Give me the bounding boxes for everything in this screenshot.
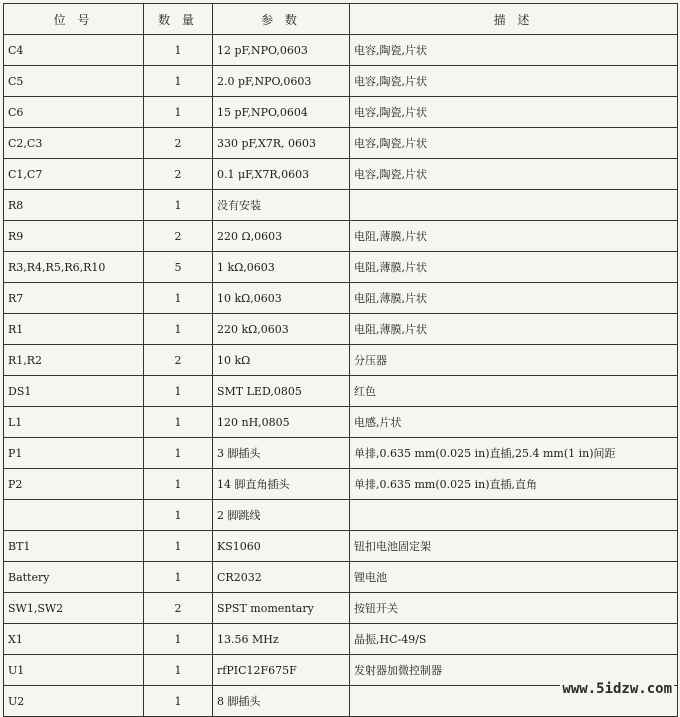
cell-param: 10 kΩ (213, 345, 350, 376)
cell-param: 1 kΩ,0603 (213, 252, 350, 283)
header-ref: 位 号 (4, 4, 144, 35)
cell-ref: X1 (4, 624, 144, 655)
cell-qty: 1 (144, 35, 213, 66)
cell-param: 120 nH,0805 (213, 407, 350, 438)
cell-ref: C2,C3 (4, 128, 144, 159)
cell-param: 10 kΩ,0603 (213, 283, 350, 314)
cell-qty: 2 (144, 593, 213, 624)
table-header (4, 4, 678, 35)
cell-ref: U1 (4, 655, 144, 686)
table-row (4, 159, 678, 190)
bom-table (3, 3, 678, 717)
table-row (4, 376, 678, 407)
cell-qty: 1 (144, 624, 213, 655)
table-row (4, 469, 678, 500)
cell-param: 220 kΩ,0603 (213, 314, 350, 345)
cell-qty: 5 (144, 252, 213, 283)
cell-param: 0.1 μF,X7R,0603 (213, 159, 350, 190)
cell-desc: 电感,片状 (350, 407, 678, 438)
table-row (4, 562, 678, 593)
cell-ref: R9 (4, 221, 144, 252)
cell-ref: P2 (4, 469, 144, 500)
cell-qty: 1 (144, 283, 213, 314)
cell-param: 没有安装 (213, 190, 350, 221)
cell-ref: U2 (4, 686, 144, 717)
cell-param: 12 pF,NPO,0603 (213, 35, 350, 66)
header-row (4, 4, 678, 35)
cell-param: rfPIC12F675F (213, 655, 350, 686)
cell-qty: 1 (144, 66, 213, 97)
table-row (4, 97, 678, 128)
cell-qty: 1 (144, 190, 213, 221)
cell-desc: 电阻,薄膜,片状 (350, 252, 678, 283)
cell-qty: 2 (144, 345, 213, 376)
cell-param: SPST momentary (213, 593, 350, 624)
table-row (4, 407, 678, 438)
header-param: 参 数 (213, 4, 350, 35)
cell-qty: 1 (144, 97, 213, 128)
cell-desc: 发射器加微控制器 (350, 655, 678, 686)
table-body (4, 35, 678, 717)
table-row (4, 314, 678, 345)
cell-param: 3 脚插头 (213, 438, 350, 469)
cell-desc: 分压器 (350, 345, 678, 376)
cell-desc: 锂电池 (350, 562, 678, 593)
table-row (4, 531, 678, 562)
cell-desc: 钮扣电池固定架 (350, 531, 678, 562)
cell-ref: C1,C7 (4, 159, 144, 190)
table-row (4, 283, 678, 314)
cell-qty: 1 (144, 686, 213, 717)
cell-qty: 2 (144, 221, 213, 252)
header-qty: 数 量 (144, 4, 213, 35)
cell-ref: C5 (4, 66, 144, 97)
cell-desc: 电阻,薄膜,片状 (350, 283, 678, 314)
cell-ref: R3,R4,R5,R6,R10 (4, 252, 144, 283)
cell-param: CR2032 (213, 562, 350, 593)
table-row (4, 221, 678, 252)
cell-desc: 电容,陶瓷,片状 (350, 97, 678, 128)
cell-param: 2 脚跳线 (213, 500, 350, 531)
cell-qty: 1 (144, 376, 213, 407)
cell-param: SMT LED,0805 (213, 376, 350, 407)
cell-ref: DS1 (4, 376, 144, 407)
cell-desc (350, 190, 678, 221)
cell-ref: SW1,SW2 (4, 593, 144, 624)
table-row (4, 35, 678, 66)
cell-param: 330 pF,X7R, 0603 (213, 128, 350, 159)
table-row (4, 190, 678, 221)
cell-ref: L1 (4, 407, 144, 438)
cell-ref: P1 (4, 438, 144, 469)
table-row (4, 438, 678, 469)
cell-qty: 2 (144, 128, 213, 159)
cell-param: 15 pF,NPO,0604 (213, 97, 350, 128)
cell-param: 8 脚插头 (213, 686, 350, 717)
cell-ref: R8 (4, 190, 144, 221)
cell-qty: 1 (144, 562, 213, 593)
cell-param: 13.56 MHz (213, 624, 350, 655)
cell-desc: 电容,陶瓷,片状 (350, 66, 678, 97)
cell-desc: 电容,陶瓷,片状 (350, 159, 678, 190)
watermark-text: www.5idzw.com (562, 681, 672, 697)
cell-param: 14 脚直角插头 (213, 469, 350, 500)
cell-desc: 电容,陶瓷,片状 (350, 128, 678, 159)
cell-param: 220 Ω,0603 (213, 221, 350, 252)
cell-qty: 1 (144, 655, 213, 686)
cell-desc: 按钮开关 (350, 593, 678, 624)
cell-desc: 红色 (350, 376, 678, 407)
header-desc: 描 述 (350, 4, 678, 35)
cell-desc: 单排,0.635 mm(0.025 in)直插,25.4 mm(1 in)间距 (350, 438, 678, 469)
cell-desc (350, 500, 678, 531)
cell-param: KS1060 (213, 531, 350, 562)
cell-qty: 1 (144, 469, 213, 500)
cell-qty: 1 (144, 407, 213, 438)
cell-ref: R1,R2 (4, 345, 144, 376)
cell-ref: BT1 (4, 531, 144, 562)
table-row (4, 345, 678, 376)
cell-param: 2.0 pF,NPO,0603 (213, 66, 350, 97)
cell-ref: Battery (4, 562, 144, 593)
table-row (4, 593, 678, 624)
cell-desc: 电容,陶瓷,片状 (350, 35, 678, 66)
table-row (4, 500, 678, 531)
table-row (4, 66, 678, 97)
cell-qty: 2 (144, 159, 213, 190)
cell-qty: 1 (144, 531, 213, 562)
cell-desc: 电阻,薄膜,片状 (350, 221, 678, 252)
cell-ref: R7 (4, 283, 144, 314)
cell-ref (4, 500, 144, 531)
cell-ref: R1 (4, 314, 144, 345)
cell-ref: C4 (4, 35, 144, 66)
cell-desc: 单排,0.635 mm(0.025 in)直插,直角 (350, 469, 678, 500)
cell-qty: 1 (144, 438, 213, 469)
cell-desc: 晶振,HC-49/S (350, 624, 678, 655)
table-row (4, 624, 678, 655)
cell-ref: C6 (4, 97, 144, 128)
table-row (4, 252, 678, 283)
cell-qty: 1 (144, 314, 213, 345)
cell-desc: 电阻,薄膜,片状 (350, 314, 678, 345)
table-row (4, 128, 678, 159)
cell-qty: 1 (144, 500, 213, 531)
